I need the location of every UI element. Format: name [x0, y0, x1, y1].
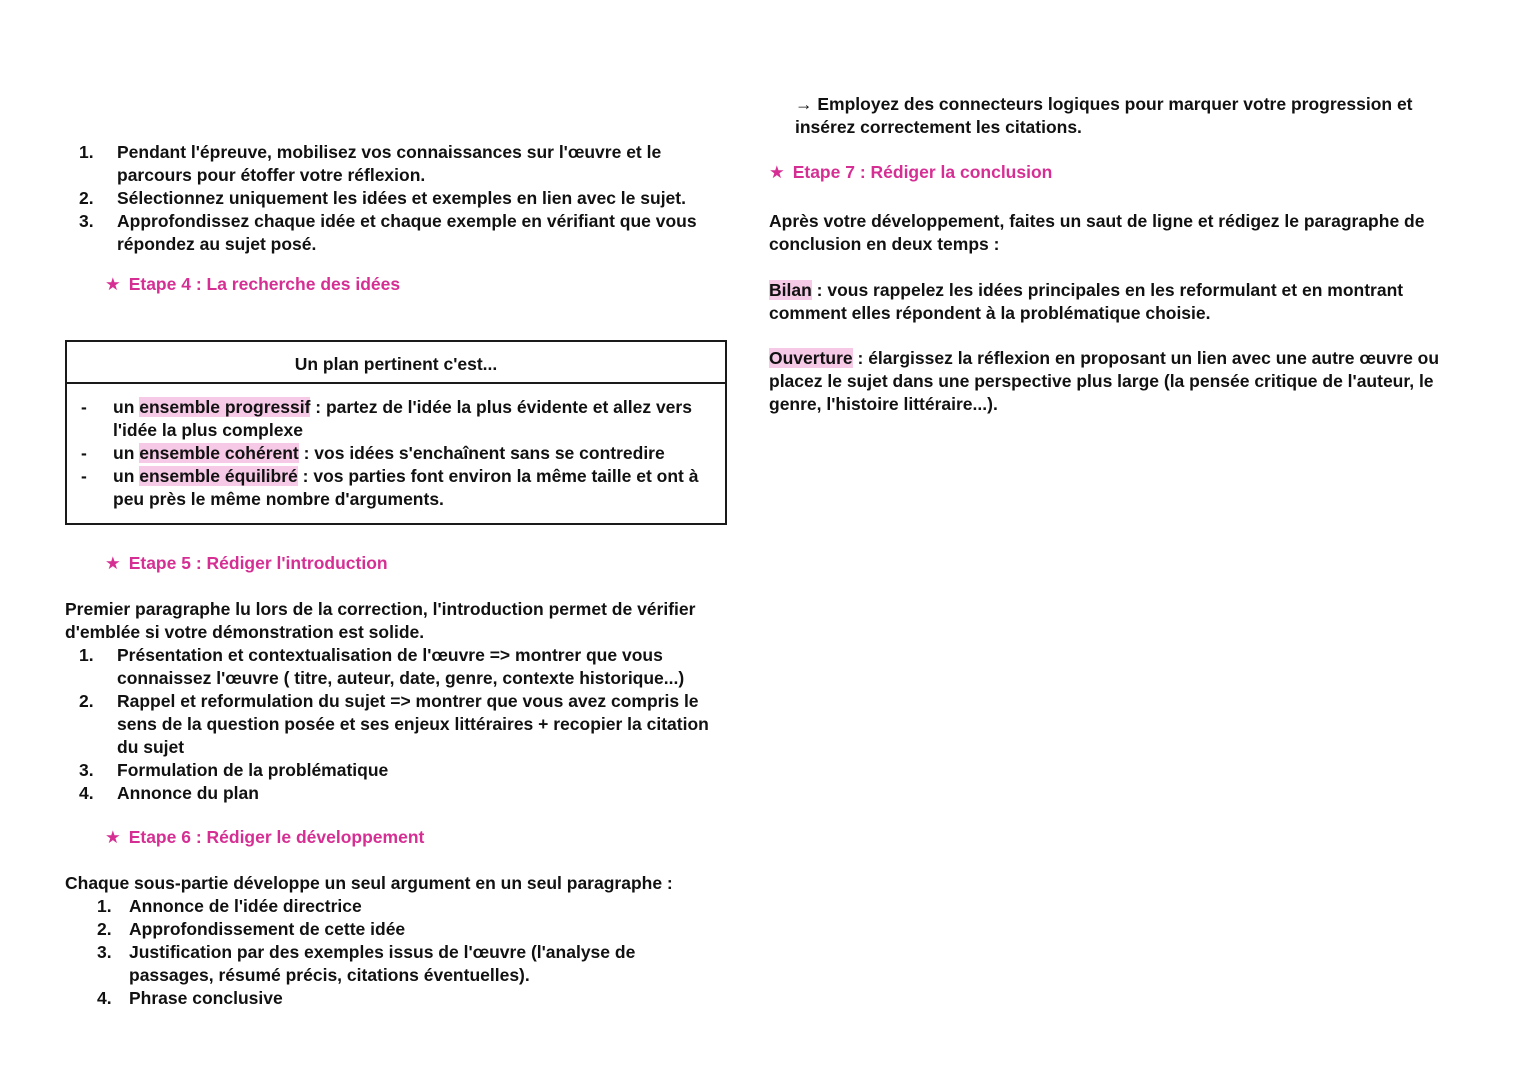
list-item: 4. Phrase conclusive [97, 988, 283, 1008]
bilan-paragraph: Bilan : vous rappelez les idées principales en les reformulant et en montrant comment elles répondent à la problématique choisie. [769, 280, 1404, 323]
highlight: ensemble progressif [139, 397, 311, 417]
list-item: 2. Sélectionnez uniquement les idées et exemples en lien avec le sujet. [79, 188, 686, 208]
plan-box-list [67, 384, 725, 511]
highlight: ensemble équilibré [139, 466, 298, 486]
list-item: - un ensemble équilibré : vos parties font environ la même taille et ont à peu près le même nombre d'arguments. [81, 466, 699, 509]
plan-box [65, 340, 727, 525]
list-item: 3. Formulation de la problématique [79, 760, 389, 780]
list-item: - un ensemble progressif : partez de l'idée la plus évidente et allez vers l'idée la plus complexe [81, 397, 692, 440]
conclusion-paragraph: Après votre développement, faites un saut de ligne et rédigez le paragraphe de conclusion en deux temps : [769, 211, 1425, 254]
dev-steps [65, 895, 665, 1010]
intro-steps [65, 644, 725, 805]
connecteurs-note: → Employez des connecteurs logiques pour marquer votre progression et insérez correctement les citations. [795, 94, 1413, 137]
etape4-heading: ★ Etape 4 : La recherche des idées [105, 274, 401, 294]
star-icon: ★ [769, 162, 785, 182]
star-icon: ★ [105, 827, 121, 847]
etape7-heading: ★ Etape 7 : Rédiger la conclusion [769, 162, 1053, 182]
bilan-label: Bilan [769, 280, 812, 300]
intro-paragraph: Premier paragraphe lu lors de la correction, l'introduction permet de vérifier d'emblée si votre démonstration est solide. [65, 599, 696, 642]
list-item: 2. Approfondissement de cette idée [97, 919, 406, 939]
star-icon: ★ [105, 274, 121, 294]
star-icon: ★ [105, 553, 121, 573]
list-item: 2. Rappel et reformulation du sujet => montrer que vous avez compris le sens de la question posée et ses enjeux littéraires + recopier la citation du sujet [79, 691, 709, 757]
list-item: 1. Annonce de l'idée directrice [97, 896, 362, 916]
ouverture-paragraph: Ouverture : élargissez la réflexion en proposant un lien avec une autre œuvre ou placez le sujet dans une perspective plus large (la pensée critique de l'auteur, le genre, l'histoire littéraire...). [769, 348, 1440, 414]
etape5-heading: ★ Etape 5 : Rédiger l'introduction [105, 553, 388, 573]
list-item: 1. Présentation et contextualisation de l'œuvre => montrer que vous connaissez l'œuvre ( titre, auteur, date, genre, contexte historique...) [79, 645, 685, 688]
dev-paragraph: Chaque sous-partie développe un seul argument en un seul paragraphe : [65, 873, 673, 893]
ouverture-label: Ouverture [769, 348, 853, 368]
list-item: 3. Justification par des exemples issus de l'œuvre (l'analyse de passages, résumé précis, citations éventuelles). [97, 942, 636, 985]
intro-list [65, 141, 715, 256]
list-item: - un ensemble cohérent : vos idées s'enchaînent sans se contredire [81, 443, 665, 463]
etape6-heading: ★ Etape 6 : Rédiger le développement [105, 827, 425, 847]
list-item: 1. Pendant l'épreuve, mobilisez vos connaissances sur l'œuvre et le parcours pour étoffer votre réflexion. [79, 142, 662, 185]
plan-box-title: Un plan pertinent c'est... [67, 342, 725, 384]
highlight: ensemble cohérent [139, 443, 299, 463]
list-item: 4. Annonce du plan [79, 783, 259, 803]
list-item: 3. Approfondissez chaque idée et chaque exemple en vérifiant que vous répondez au sujet posé. [79, 211, 697, 254]
